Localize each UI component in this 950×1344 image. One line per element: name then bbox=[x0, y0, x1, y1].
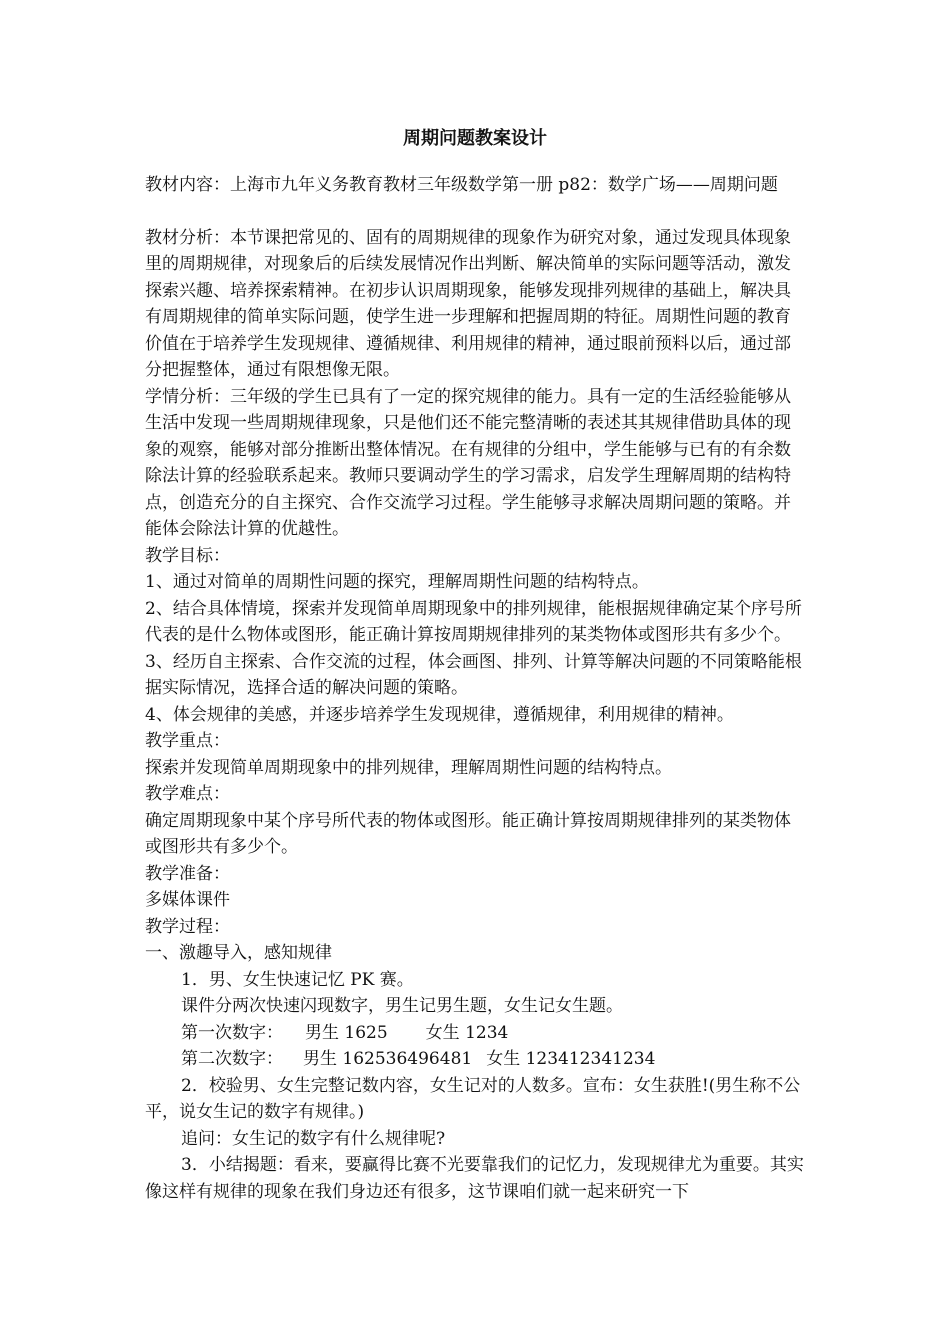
difficult-point-text: 确定周期现象中某个序号所代表的物体或图形。能正确计算按周期规律排列的某类物体或图形共有多少个。 bbox=[145, 810, 791, 857]
second-numbers-line bbox=[145, 1046, 807, 1073]
step-item: 2．校验男、女生完整记数内容，女生记对的人数多。宣布：女生获胜!(男生称不公平，说女生记的数字有规律。) bbox=[145, 1075, 801, 1122]
material-content-paragraph: 教材内容：上海市九年义务教育教材三年级数学第一册 p82：数学广场——周期问题 bbox=[145, 175, 778, 195]
document-body bbox=[145, 172, 807, 1205]
key-point-text: 探索并发现简单周期现象中的排列规律，理解周期性问题的结构特点。 bbox=[145, 757, 672, 778]
goal-item: 1、通过对简单的周期性问题的探究，理解周期性问题的结构特点。 bbox=[145, 572, 649, 592]
step-description: 课件分两次快速闪现数字，男生记男生题，女生记女生题。 bbox=[181, 996, 623, 1016]
page-title: 周期问题教案设计 bbox=[403, 128, 547, 149]
difficult-point-heading: 教学难点： bbox=[145, 784, 230, 804]
first-girls-numbers: 女生 1234 bbox=[425, 1022, 509, 1043]
process-heading: 教学过程： bbox=[145, 916, 230, 937]
preparation-text: 多媒体课件 bbox=[145, 890, 230, 910]
first-boys-numbers: 男生 1625 bbox=[305, 1022, 388, 1043]
student-analysis-paragraph: 学情分析：三年级的学生已具有了一定的探究规律的能力。具有一定的生活经验能够从生活中发现一些周期规律现象，只是他们还不能完整清晰的表述其其规律借助具体的现象的观察，能够对部分推断出整体情况。在有规律的分组中，学生能够与已有的有余数除法计算的经验联系起来。教师只要调动学生的学习需求，启发学生理解周期的结构特点，创造充分的自主探究、合作交流学习过程。学生能够寻求解决周期问题的策略。并能体会除法计算的优越性。 bbox=[145, 386, 791, 539]
goals-heading: 教学目标： bbox=[145, 545, 230, 566]
material-analysis-paragraph: 教材分析：本节课把常见的、固有的周期规律的现象作为研究对象，通过发现具体现象里的周期规律，对现象后的后续发展情况作出判断、解决简单的实际问题等活动，激发探索兴趣、培养探索精神。在初步认识周期现象，能够发现排列规律的基础上，解决具有周期规律的简单实际问题，使学生进一步理解和把握周期的特征。周期性问题的教育价值在于培养学生发现规律、遵循规律、利用规律的精神，通过眼前预料以后，通过部分把握整体，通过有限想像无限。 bbox=[145, 227, 791, 380]
step-item: 3．小结揭题：看来，要赢得比赛不光要靠我们的记忆力，发现规律尤为重要。其实像这样有规律的现象在我们身边还有很多，这节课咱们就一起来研究一下 bbox=[145, 1155, 804, 1202]
key-point-heading: 教学重点： bbox=[145, 731, 230, 751]
preparation-heading: 教学准备： bbox=[145, 863, 230, 884]
follow-up-question: 追问：女生记的数字有什么规律呢? bbox=[181, 1128, 446, 1149]
goal-item: 4、体会规律的美感，并逐步培养学生发现规律，遵循规律，利用规律的精神。 bbox=[145, 704, 734, 725]
second-boys-numbers: 男生 162536496481 bbox=[303, 1049, 473, 1069]
section-heading: 一、激趣导入，感知规律 bbox=[145, 943, 332, 963]
first-numbers-line bbox=[145, 1020, 807, 1047]
second-girls-numbers: 女生 123412341234 bbox=[486, 1049, 656, 1069]
goal-item: 3、经历自主探索、合作交流的过程，体会画图、排列、计算等解决问题的不同策略能根据实际情况，选择合适的解决问题的策略。 bbox=[145, 651, 802, 698]
first-numbers-label: 第一次数字： bbox=[181, 1022, 283, 1043]
paragraph-gap bbox=[145, 199, 807, 225]
step-item: 1．男、女生快速记忆 PK 赛。 bbox=[181, 969, 414, 990]
second-numbers-label: 第二次数字： bbox=[181, 1049, 283, 1069]
goal-item: 2、结合具体情境，探索并发现简单周期现象中的排列规律，能根据规律确定某个序号所代表的是什么物体或图形，能正确计算按周期规律排列的某类物体或图形共有多少个。 bbox=[145, 598, 802, 645]
